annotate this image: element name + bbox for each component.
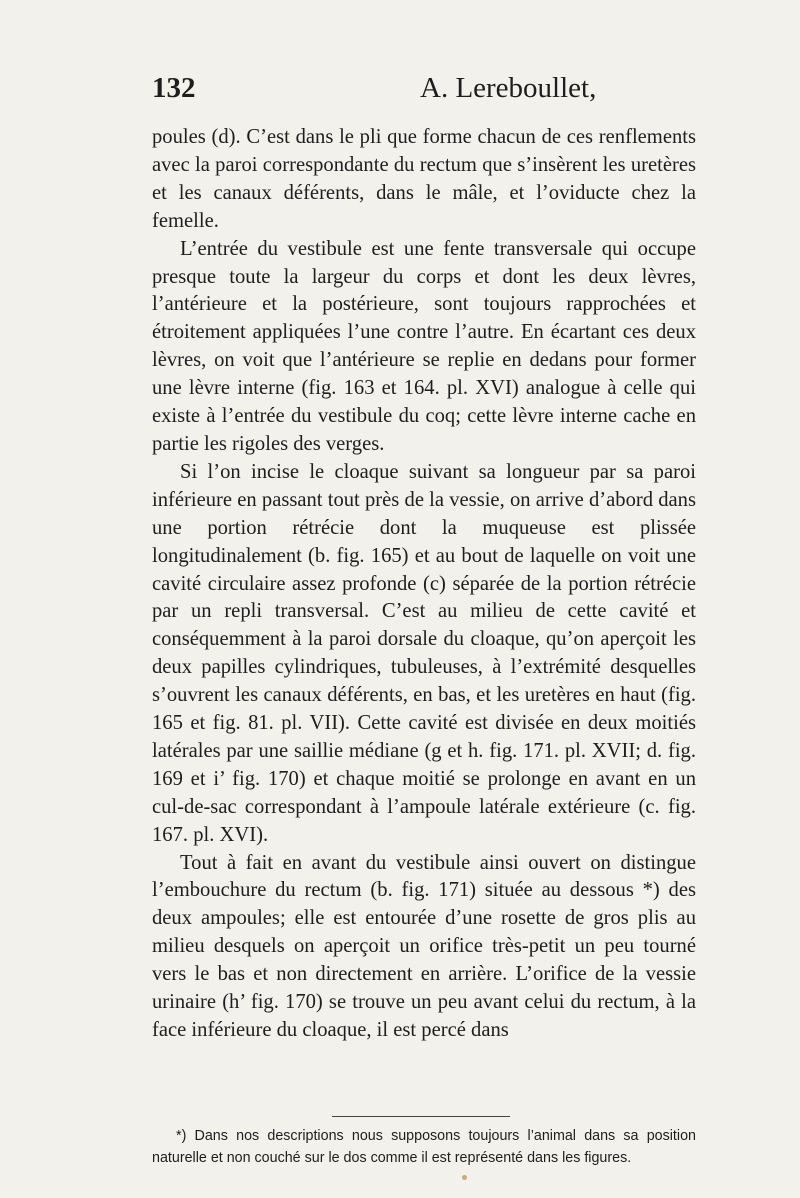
running-header <box>0 72 800 108</box>
page-number: 132 <box>152 72 196 104</box>
paragraph-1: poules (d). C’est dans le pli que forme chacun de ces renflements avec la paroi correspondante du rectum que s’insèrent les uretères et les canaux déférents, dans le mâle, et l’oviducte chez la femelle. <box>152 126 696 232</box>
footnote <box>152 1125 696 1169</box>
paragraph-4: Tout à fait en avant du vestibule ainsi ouvert on distingue l’embouchure du rectum (b. fig. 171) située au dessous *) des deux ampoules; elle est entourée d’une rosette de gros plis au milieu desquels on aperçoit un orifice très-petit un peu tourné vers le bas et non directement en arrière. L’orifice de la vessie urinaire (h’ fig. 170) se trouve un peu avant celui du rectum, à la face inférieure du cloaque, il est percé dans <box>152 851 696 1041</box>
footnote-text: *) Dans nos descriptions nous supposons toujours l’animal dans sa position naturelle et non couché sur le dos comme il est représenté dans les figures. <box>152 1128 696 1166</box>
body-text <box>152 124 696 1045</box>
running-head: A. Lereboullet, <box>420 72 597 104</box>
paragraph-2: L’entrée du vestibule est une fente transversale qui occupe presque toute la largeur du corps et dont les deux lèvres, l’antérieure et la postérieure, sont toujours rapprochées et étroitement appliquées l’une contre l’autre. En écartant ces deux lèvres, on voit que l’antérieure se replie en dedans pour former une lèvre interne (fig. 163 et 164. pl. XVI) analogue à celle qui existe à l’entrée du vestibule du coq; cette lèvre interne cache en partie les rigoles des verges. <box>152 237 696 455</box>
paper-speck <box>462 1175 467 1180</box>
paragraph-3: Si l’on incise le cloaque suivant sa longueur par sa paroi inférieure en passant tout près de la vessie, on arrive d’abord dans une portion rétrécie dont la muqueuse est plissée longitudinalement (b. fig. 165) et au bout de laquelle on voit une cavité circulaire assez profonde (c) séparée de la portion rétrécie par un repli transversal. C’est au milieu de cette cavité et conséquemment à la paroi dorsale du cloaque, qu’on aperçoit les deux papilles cylindriques, tubuleuses, à l’extrémité desquelles s’ouvrent les canaux déférents, en bas, et les uretères en haut (fig. 165 et fig. 81. pl. VII). Cette cavité est divisée en deux moitiés latérales par une saillie médiane (g et h. fig. 171. pl. XVII; d. fig. 169 et i’ fig. 170) et chaque moitié se prolonge en avant en un cul-de-sac correspondant à l’ampoule latérale extérieure (c. fig. 167. pl. XVI). <box>152 460 696 846</box>
footnote-rule <box>332 1116 510 1117</box>
